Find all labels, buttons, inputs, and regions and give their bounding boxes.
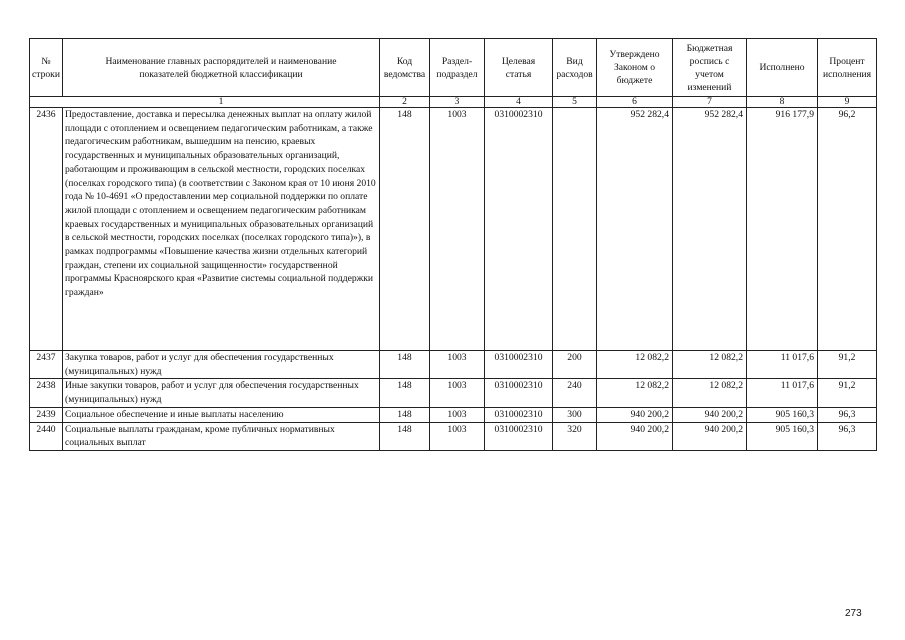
col-number: 5: [553, 97, 597, 108]
header-name: Наименование главных распорядителей и наименование показателей бюджетной классификации: [63, 39, 380, 97]
row-schedule: 12 082,2: [673, 379, 747, 407]
row-exp-type: [553, 108, 597, 351]
header-percent: Процент исполнения: [818, 39, 877, 97]
col-number: [30, 97, 63, 108]
row-target: 0310002310: [485, 407, 553, 422]
row-executed: 905 160,3: [747, 407, 818, 422]
row-schedule: 940 200,2: [673, 407, 747, 422]
row-section: 1003: [430, 351, 485, 379]
row-name: Предоставление, доставка и пересылка денежных выплат на оплату жилой площади с отоплением и освещением педагогическим работникам, а также педагогическим работникам, вышедшим на пенсию, краевых государственных и муниципальных образовательных организаций, работающим и проживающим в сельской местности, городских поселках (поселках городского типа) (в соответствии с Законом края от 10 июня 2010 года № 10-4691 «О предоставлении мер социальной поддержки по оплате жилой площади с отоплением и освещением педагогическим работникам краевых государственных и муниципальных образовательных организаций в сельской местности, городских поселках (поселках городского типа)»), в рамках подпрограммы «Повышение качества жизни отдельных категорий граждан, степени их социальной защищенности» государственной программы Красноярского края «Развитие системы социальной поддержки граждан»: [63, 108, 380, 351]
row-percent: 91,2: [818, 379, 877, 407]
row-code: 148: [380, 422, 430, 450]
row-exp-type: 300: [553, 407, 597, 422]
row-number: 2436: [30, 108, 63, 351]
row-percent: 96,2: [818, 108, 877, 351]
row-approved: 12 082,2: [597, 379, 673, 407]
row-number: 2439: [30, 407, 63, 422]
col-number: 4: [485, 97, 553, 108]
row-executed: 916 177,9: [747, 108, 818, 351]
header-approved: Утверждено Законом о бюджете: [597, 39, 673, 97]
column-number-row: [30, 97, 877, 108]
row-exp-type: 200: [553, 351, 597, 379]
header-executed: Исполнено: [747, 39, 818, 97]
table-row: [30, 351, 877, 379]
col-number: 6: [597, 97, 673, 108]
row-approved: 952 282,4: [597, 108, 673, 351]
row-target: 0310002310: [485, 351, 553, 379]
row-approved: 12 082,2: [597, 351, 673, 379]
row-section: 1003: [430, 108, 485, 351]
row-section: 1003: [430, 407, 485, 422]
page-number: 273: [845, 608, 862, 619]
row-executed: 11 017,6: [747, 351, 818, 379]
row-target: 0310002310: [485, 108, 553, 351]
row-name: Закупка товаров, работ и услуг для обеспечения государственных (муниципальных) нужд: [63, 351, 380, 379]
row-executed: 11 017,6: [747, 379, 818, 407]
row-section: 1003: [430, 422, 485, 450]
header-section: Раздел-подраздел: [430, 39, 485, 97]
row-exp-type: 320: [553, 422, 597, 450]
row-section: 1003: [430, 379, 485, 407]
row-percent: 96,3: [818, 407, 877, 422]
row-name: Социальное обеспечение и иные выплаты населению: [63, 407, 380, 422]
table-row: [30, 379, 877, 407]
row-schedule: 940 200,2: [673, 422, 747, 450]
row-schedule: 952 282,4: [673, 108, 747, 351]
col-number: 2: [380, 97, 430, 108]
row-number: 2440: [30, 422, 63, 450]
col-number: 3: [430, 97, 485, 108]
header-schedule: Бюджетная роспись с учетом изменений: [673, 39, 747, 97]
row-schedule: 12 082,2: [673, 351, 747, 379]
row-name: Социальные выплаты гражданам, кроме публичных нормативных социальных выплат: [63, 422, 380, 450]
row-percent: 96,3: [818, 422, 877, 450]
budget-table: [29, 38, 877, 451]
row-number: 2437: [30, 351, 63, 379]
row-code: 148: [380, 379, 430, 407]
row-approved: 940 200,2: [597, 407, 673, 422]
table-row: [30, 108, 877, 351]
table-row: [30, 422, 877, 450]
col-number: 9: [818, 97, 877, 108]
row-percent: 91,2: [818, 351, 877, 379]
header-num: № строки: [30, 39, 63, 97]
row-target: 0310002310: [485, 379, 553, 407]
row-code: 148: [380, 108, 430, 351]
row-code: 148: [380, 351, 430, 379]
col-number: 8: [747, 97, 818, 108]
row-number: 2438: [30, 379, 63, 407]
row-executed: 905 160,3: [747, 422, 818, 450]
header-row: [30, 39, 877, 97]
header-exp-type: Вид расходов: [553, 39, 597, 97]
col-number: 1: [63, 97, 380, 108]
row-exp-type: 240: [553, 379, 597, 407]
table-row: [30, 407, 877, 422]
header-code: Код ведомства: [380, 39, 430, 97]
row-name: Иные закупки товаров, работ и услуг для обеспечения государственных (муниципальных) нужд: [63, 379, 380, 407]
col-number: 7: [673, 97, 747, 108]
row-target: 0310002310: [485, 422, 553, 450]
header-target: Целевая статья: [485, 39, 553, 97]
row-code: 148: [380, 407, 430, 422]
row-approved: 940 200,2: [597, 422, 673, 450]
